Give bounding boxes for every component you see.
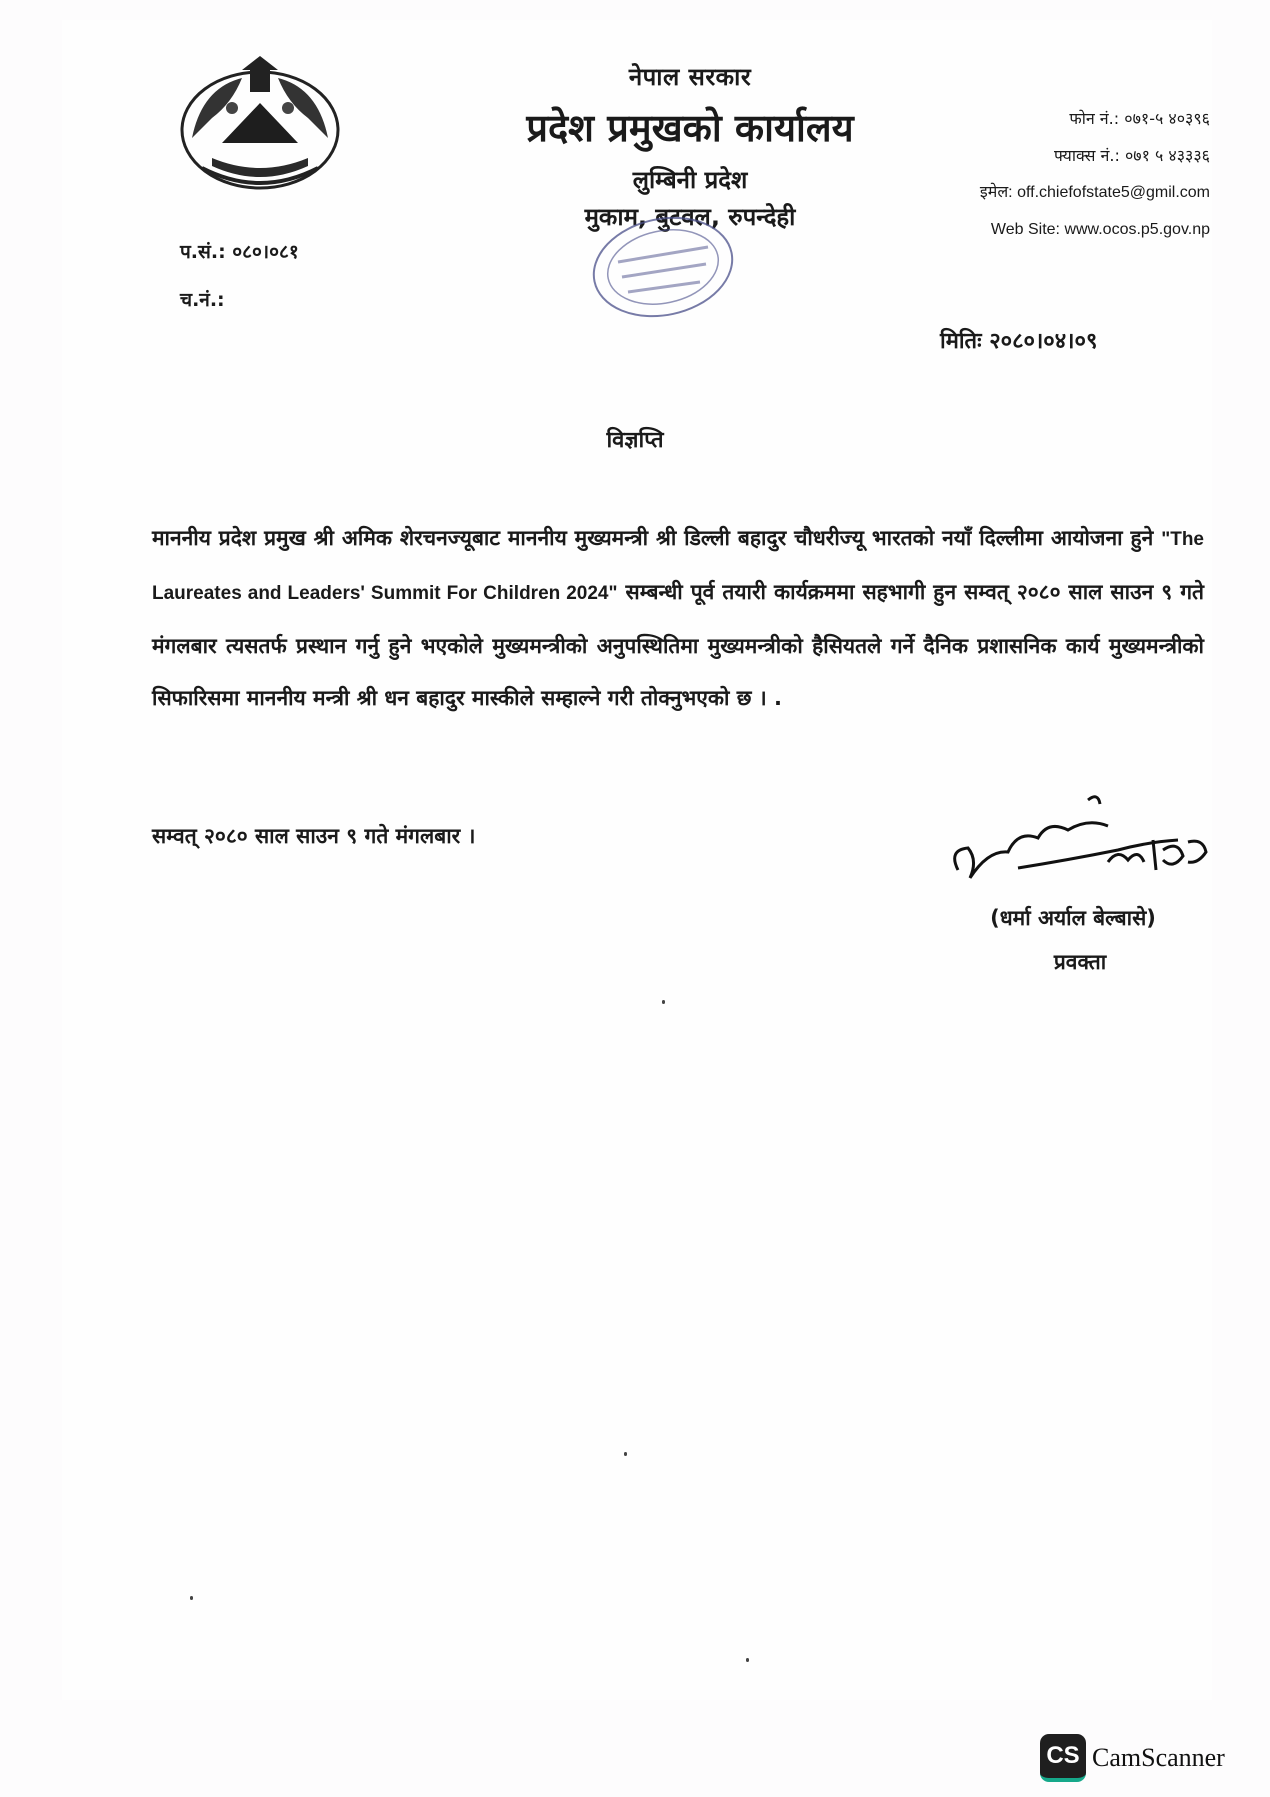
government-name: नेपाल सरकार	[628, 63, 752, 91]
notice-body	[152, 512, 1204, 724]
closing-date-line: सम्वत् २०८० साल साउन ९ गते मंगलबार ।	[152, 824, 476, 848]
notice-title: विज्ञप्ति	[606, 428, 664, 453]
reference-block	[180, 228, 299, 324]
event-name: "The Laureates and Leaders' Summit For Children 2024"	[152, 529, 1204, 604]
fax-number: फ्याक्स नं.: ०७१ ५ ४३३३६	[1053, 146, 1210, 165]
nepal-emblem-icon	[172, 48, 348, 198]
dispatch-number: च.नं.:	[180, 289, 225, 311]
office-name: प्रदेश प्रमुखको कार्यालय	[526, 105, 854, 150]
phone-number: फोन नं.: ०७१-५ ४०३९६	[1069, 109, 1210, 128]
scan-speck	[190, 1596, 193, 1600]
office-location: मुकाम, बुटवल, रुपन्देही	[584, 203, 796, 231]
handwritten-signature-icon	[948, 790, 1218, 900]
letter-number: प.सं.: ०८०।०८१	[180, 241, 299, 263]
contact-block	[860, 100, 1210, 248]
camscanner-label: CamScanner	[1092, 1743, 1225, 1772]
body-part-1: माननीय प्रदेश प्रमुख श्री अमिक शेरचनज्यूबाट माननीय मुख्यमन्त्री श्री डिल्ली बहादुर चौधरीज्यू भारतको नयाँ दिल्लीमा आयोजना हुने	[152, 526, 1162, 550]
signer-name: (धर्मा अर्याल बेल्बासे)	[990, 906, 1156, 930]
province-name: लुम्बिनी प्रदेश	[632, 166, 748, 194]
letterhead-title	[526, 60, 854, 233]
email-address: इमेल: off.chiefofstate5@gmil.com	[979, 184, 1210, 201]
scan-speck	[746, 1658, 749, 1662]
office-stamp-icon	[588, 212, 738, 322]
scan-speck	[662, 1000, 665, 1004]
website-url: Web Site: www.ocos.p5.gov.np	[990, 221, 1210, 238]
signer-role: प्रवक्ता	[1053, 950, 1107, 974]
body-part-2: सम्बन्धी पूर्व तयारी कार्यक्रममा सहभागी हुन सम्वत् २०८० साल साउन ९ गते मंगलबार त्यसतर्फ प्रस्थान गर्नु हुने भएकोले मुख्यमन्त्रीको अनुपस्थितिमा मुख्यमन्त्रीको हैसियतले गर्ने दैनिक प्रशासनिक कार्य मुख्यमन्त्रीको सिफारिसमा माननीय मन्त्री श्री धन बहादुर मास्कीले सम्हाल्ने गरी तोक्नुभएको छ । .	[152, 580, 1204, 710]
camscanner-watermark	[1040, 1734, 1225, 1782]
camscanner-logo-icon: CS	[1040, 1734, 1086, 1782]
letter-date: मितिः २०८०।०४।०९	[940, 329, 1098, 354]
scan-speck	[624, 1452, 627, 1456]
